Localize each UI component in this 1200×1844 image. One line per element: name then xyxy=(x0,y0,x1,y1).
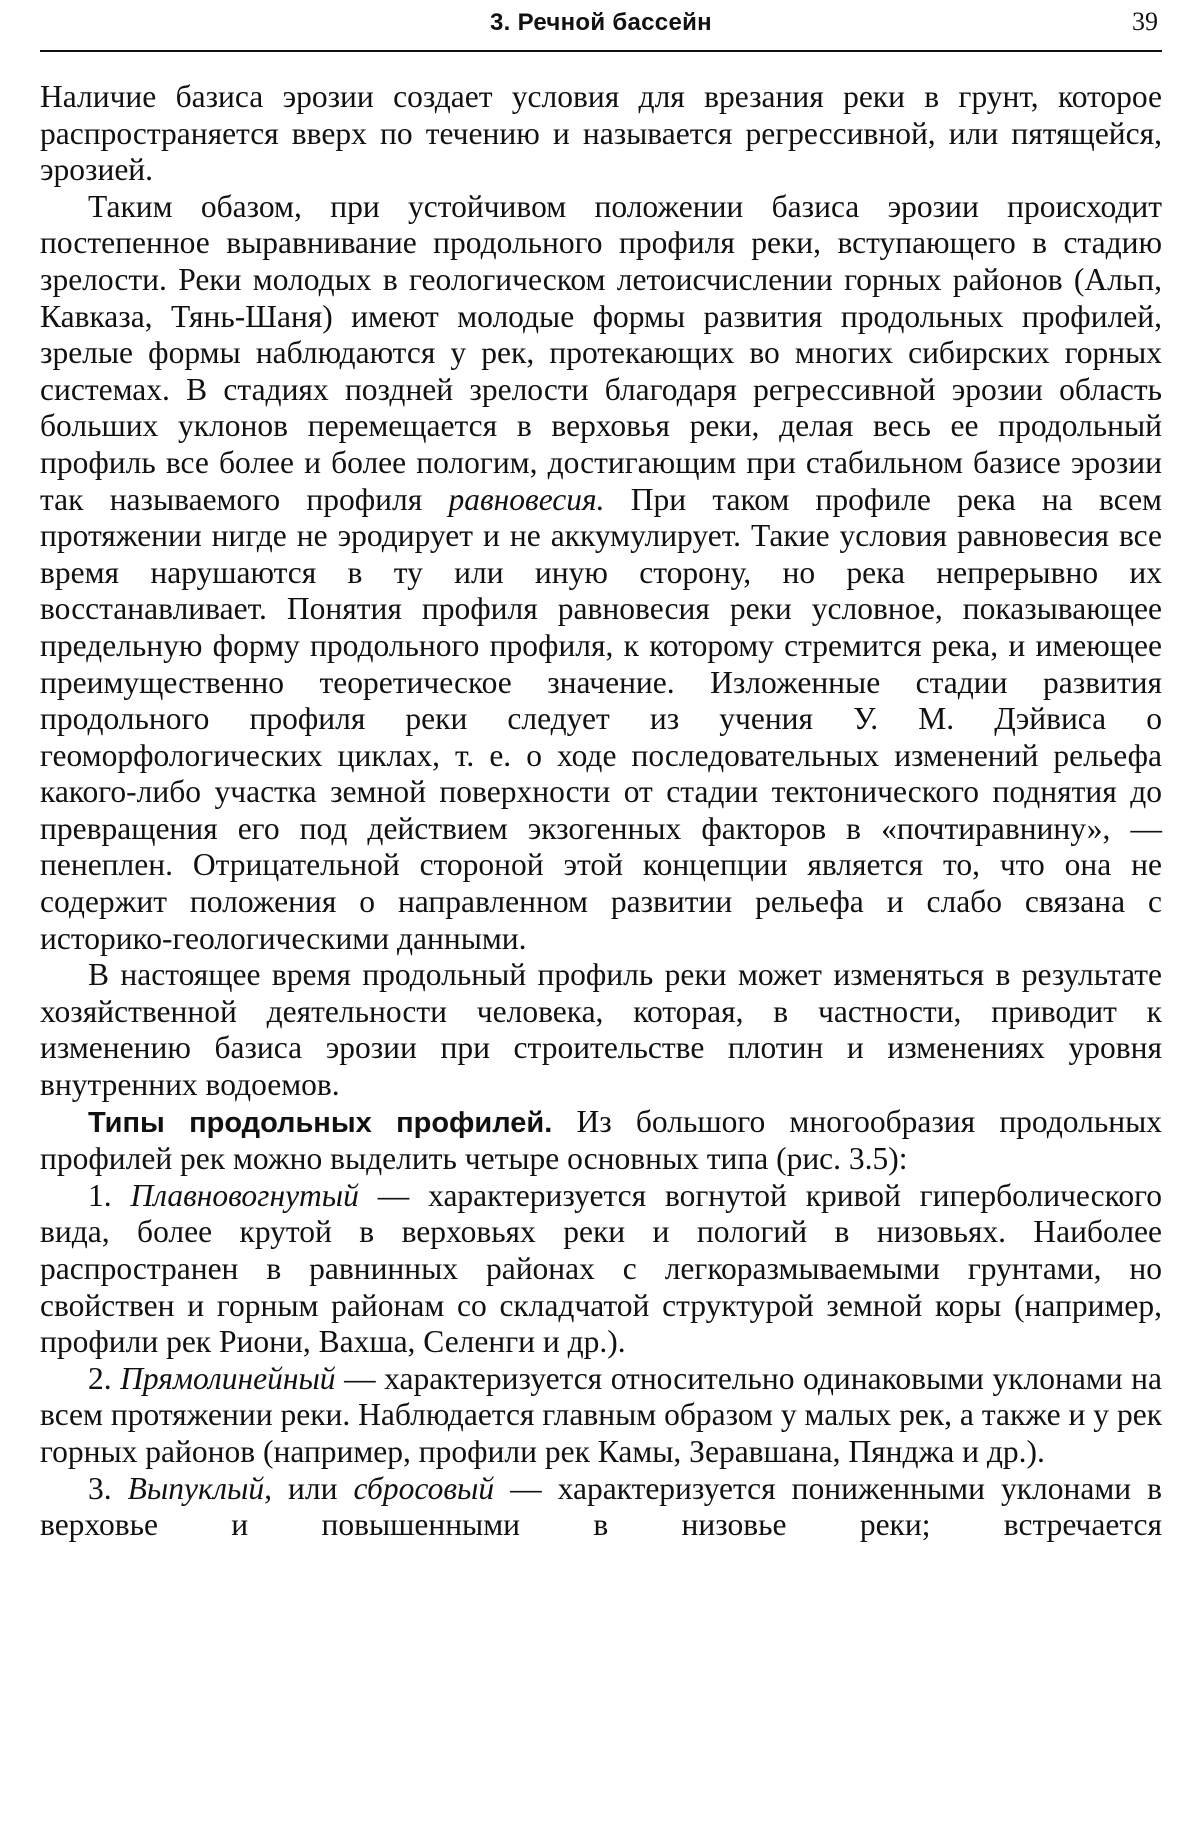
running-header xyxy=(40,0,1162,52)
paragraph-human-activity xyxy=(40,957,1162,1103)
book-page xyxy=(40,0,1162,1544)
italic-term-fault: сбросовый xyxy=(353,1470,495,1506)
running-title: 3. Речной бассейн xyxy=(490,9,712,36)
list-item-number: 1. xyxy=(88,1177,131,1213)
paragraph-text: При таком профиле река на всем протяжении нигде не эродирует и не аккумулирует. Такие условия равновесия все время нарушаются в ту или иную сторону, но река непрерывно их восстанавливает. Понятия профиля равновесия реки условное, показывающее предельную форму продольного профиля, к которому стремится река, и имеющее преимущественно теоретическое значение. Изложенные стадии развития продольного профиля реки следует из учения У. М. Дэйвиса о геоморфологических циклах, т. е. о ходе последовательных изменений рельефа какого-либо участка земной поверхности от стадии тектонического поднятия до превращения его под действием экзогенных факторов в «почтиравнину», — пенеплен. Отрицательной стороной этой концепции является то, что она не содержит положения о направленном развитии рельефа и слабо связана с историко-геологическими данными. xyxy=(40,481,1162,956)
italic-term-straight: Прямолинейный xyxy=(120,1360,336,1396)
paragraph-text: В настоящее время продольный профиль реки может изменяться в результате хозяйственной деятельности человека, которая, в частности, приводит к изменению базиса эрозии при строительстве плотин и изменениях уровня внутренних водоемов. xyxy=(40,957,1162,1103)
paragraph-erosion-base xyxy=(40,79,1162,189)
list-item-text: — характеризуется вогнутой кривой гиперболического вида, более крутой в верховьях реки и пологий в низовьях. Наиболее распространен в равнинных районах с легкоразмываемыми грунтами, но свойствен и горным районам со складчатой структурой земной коры (например, профили рек Риони, Вахша, Селенги и др.). xyxy=(40,1177,1162,1360)
paragraph-text: Наличие базиса эрозии создает условия для врезания реки в грунт, которое распространяется вверх по течению и называется регрессивной, или пятящейся, эрозией. xyxy=(40,79,1162,188)
list-item-connector: или xyxy=(272,1470,354,1506)
body-text xyxy=(40,79,1162,1544)
italic-term-convex: Выпуклый, xyxy=(127,1470,273,1506)
section-run-in-heading: Типы продольных профилей. xyxy=(88,1106,553,1139)
paragraph-text: Таким обазом, при устойчивом положении базиса эрозии происходит постепенное выравнивание продольного профиля реки, вступающего в стадию зрелости. Реки молодых в геологическом летоисчислении горных районов (Альп, Кавказа, Тянь-Шаня) имеют молодые формы развития продольных профилей, зрелые формы наблюдаются у рек, протекающих во многих сибирских горных системах. В стадиях поздней зрелости благодаря регрессивной эрозии область больших уклонов перемещается в верховья реки, делая весь ее продольный профиль все более и более пологим, достигающим при стабильном базисе эрозии так называемого профиля xyxy=(40,188,1162,517)
list-item-text: — характеризуется относительно одинаковыми уклонами на всем протяжении реки. Наблюдается главным образом у малых рек, а также и у рек горных районов (например, профили рек Камы, Зеравшана, Пянджа и др.). xyxy=(40,1360,1163,1469)
paragraph-profile-stages xyxy=(40,189,1162,957)
list-item-number: 3. xyxy=(88,1470,128,1506)
list-item-convex xyxy=(40,1471,1162,1544)
list-item-text: — характеризуется пониженными уклонами в верховье и повышенными в низовье реки; встречается xyxy=(40,1470,1163,1543)
page-number: 39 xyxy=(1132,7,1158,36)
list-item-concave xyxy=(40,1178,1162,1361)
paragraph-profile-types xyxy=(40,1104,1162,1178)
list-item-number: 2. xyxy=(88,1360,121,1396)
italic-term-concave: Плавновогнутый xyxy=(130,1177,359,1213)
list-item-straight xyxy=(40,1361,1162,1471)
paragraph-text: Из большого многообразия продольных профилей рек можно выделить четыре основных типа (рис. 3.5): xyxy=(40,1103,1162,1177)
italic-term-equilibrium: равновесия. xyxy=(448,481,605,517)
